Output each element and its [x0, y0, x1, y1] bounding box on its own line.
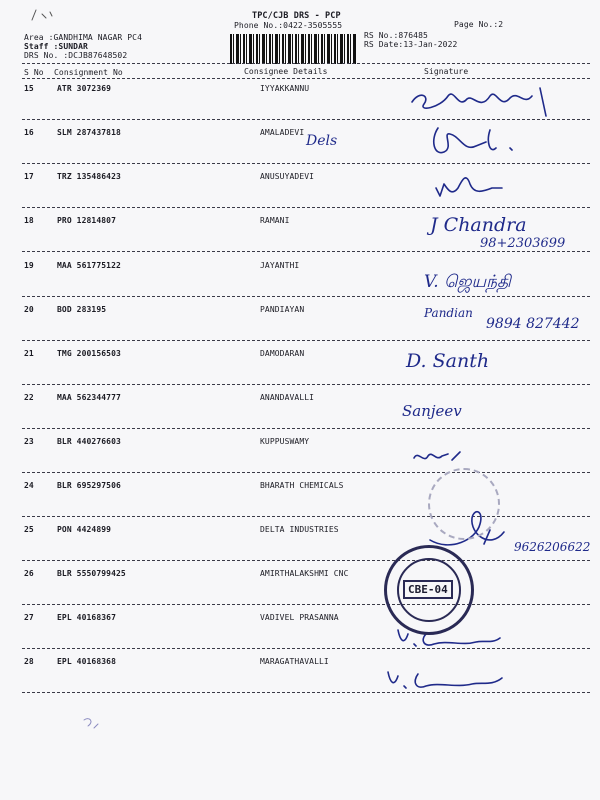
- ramani-signature: J Chandra: [430, 214, 527, 236]
- row-divider: [22, 384, 590, 385]
- row-divider: [22, 207, 590, 208]
- row-sno: 27: [24, 613, 34, 622]
- row-consignee: VADIVEL PRASANNA: [260, 613, 339, 622]
- row-sno: 22: [24, 393, 34, 402]
- row-sno: 15: [24, 84, 34, 93]
- row-consignee: IYYAKKANNU: [260, 84, 310, 93]
- stamp-code: CBE-04: [403, 580, 453, 599]
- col-consignee: Consignee Details: [244, 67, 328, 76]
- pandiayan-signature: Pandian: [424, 306, 473, 320]
- row-divider: [22, 472, 590, 473]
- row-sno: 16: [24, 128, 34, 137]
- row-consignee: JAYANTHI: [260, 261, 300, 270]
- col-signature: Signature: [424, 67, 469, 76]
- rs-date: RS Date:13-Jan-2022: [364, 40, 458, 49]
- signature-iyyakkannu: [400, 82, 560, 122]
- delta-phone: 9626206622: [514, 540, 591, 554]
- row-consignment: BLR 695297506: [57, 481, 121, 490]
- row-consignment: EPL 40168368: [57, 657, 116, 666]
- row-consignment: PON 4424899: [57, 525, 112, 534]
- row-consignee: MARAGATHAVALLI: [260, 657, 329, 666]
- row-sno: 28: [24, 657, 34, 666]
- row-consignee: RAMANI: [260, 216, 290, 225]
- signature-anusuyadevi: [430, 166, 510, 202]
- row-consignee: ANUSUYADEVI: [260, 172, 315, 181]
- scan-mark-top: [28, 6, 58, 26]
- row-consignment: ATR 3072369: [57, 84, 112, 93]
- staff-label: Staff :SUNDAR: [24, 42, 88, 51]
- col-consignment: Consignment No: [54, 68, 123, 77]
- ramani-phone: 98+2303699: [480, 236, 566, 251]
- anandavalli-signature: Sanjeev: [402, 402, 462, 420]
- row-consignee: DELTA INDUSTRIES: [260, 525, 339, 534]
- row-consignee: BHARATH CHEMICALS: [260, 481, 344, 490]
- drs-number: DRS No. :DCJB87648502: [24, 51, 128, 60]
- signature-maragathavalli: [382, 664, 512, 694]
- row-consignment: TMG 200156503: [57, 349, 121, 358]
- row-consignment: BLR 5550799425: [57, 569, 126, 578]
- row-sno: 20: [24, 305, 34, 314]
- row-consignee: KUPPUSWAMY: [260, 437, 310, 446]
- row-consignment: MAA 561775122: [57, 261, 121, 270]
- row-sno: 24: [24, 481, 34, 490]
- row-divider: [22, 251, 590, 252]
- row-consignee: DAMODARAN: [260, 349, 305, 358]
- area-label: Area :GANDHIMA NAGAR PC4: [24, 33, 142, 42]
- row-consignee: AMIRTHALAKSHMI CNC: [260, 569, 349, 578]
- row-consignment: BLR 440276603: [57, 437, 121, 446]
- damodaran-signature: D. Santh: [406, 350, 490, 372]
- row-divider: [22, 340, 590, 341]
- row-divider: [22, 296, 590, 297]
- barcode: [230, 34, 356, 64]
- row-divider: [22, 560, 590, 561]
- row-consignment: PRO 12814807: [57, 216, 116, 225]
- row-sno: 23: [24, 437, 34, 446]
- row-sno: 25: [24, 525, 34, 534]
- row-consignment: SLM 287437818: [57, 128, 121, 137]
- row-consignment: TRZ 135486423: [57, 172, 121, 181]
- amaladevi-note: Dels: [306, 133, 338, 149]
- signature-kuppuswamy: [408, 446, 468, 468]
- row-consignee: AMALADEVI: [260, 128, 305, 137]
- row-sno: 21: [24, 349, 34, 358]
- row-divider: [22, 604, 590, 605]
- header-rule-top: [22, 63, 590, 64]
- row-sno: 19: [24, 261, 34, 270]
- row-sno: 26: [24, 569, 34, 578]
- faint-stamp: [428, 468, 500, 540]
- row-sno: 17: [24, 172, 34, 181]
- row-consignee: PANDIAYAN: [260, 305, 305, 314]
- row-consignment: EPL 40168367: [57, 613, 116, 622]
- company-stamp: [384, 545, 474, 635]
- scan-mark-bottom: [80, 712, 104, 732]
- header-rule-bottom: [22, 78, 590, 79]
- col-sno: S No: [24, 68, 44, 77]
- row-consignee: ANANDAVALLI: [260, 393, 315, 402]
- jayanthi-signature: V. ஜெயந்தி: [424, 272, 511, 292]
- row-consignment: MAA 562344777: [57, 393, 121, 402]
- rs-number: RS No.:876485: [364, 31, 428, 40]
- pandiayan-phone: 9894 827442: [486, 316, 580, 332]
- row-divider: [22, 428, 590, 429]
- row-sno: 18: [24, 216, 34, 225]
- signature-amaladevi: [420, 122, 530, 164]
- phone-number: Phone No.:0422-3505555: [234, 21, 343, 30]
- page-number: Page No.:2: [454, 20, 504, 29]
- sheet-title: TPC/CJB DRS - PCP: [252, 11, 341, 21]
- row-consignment: BOD 283195: [57, 305, 107, 314]
